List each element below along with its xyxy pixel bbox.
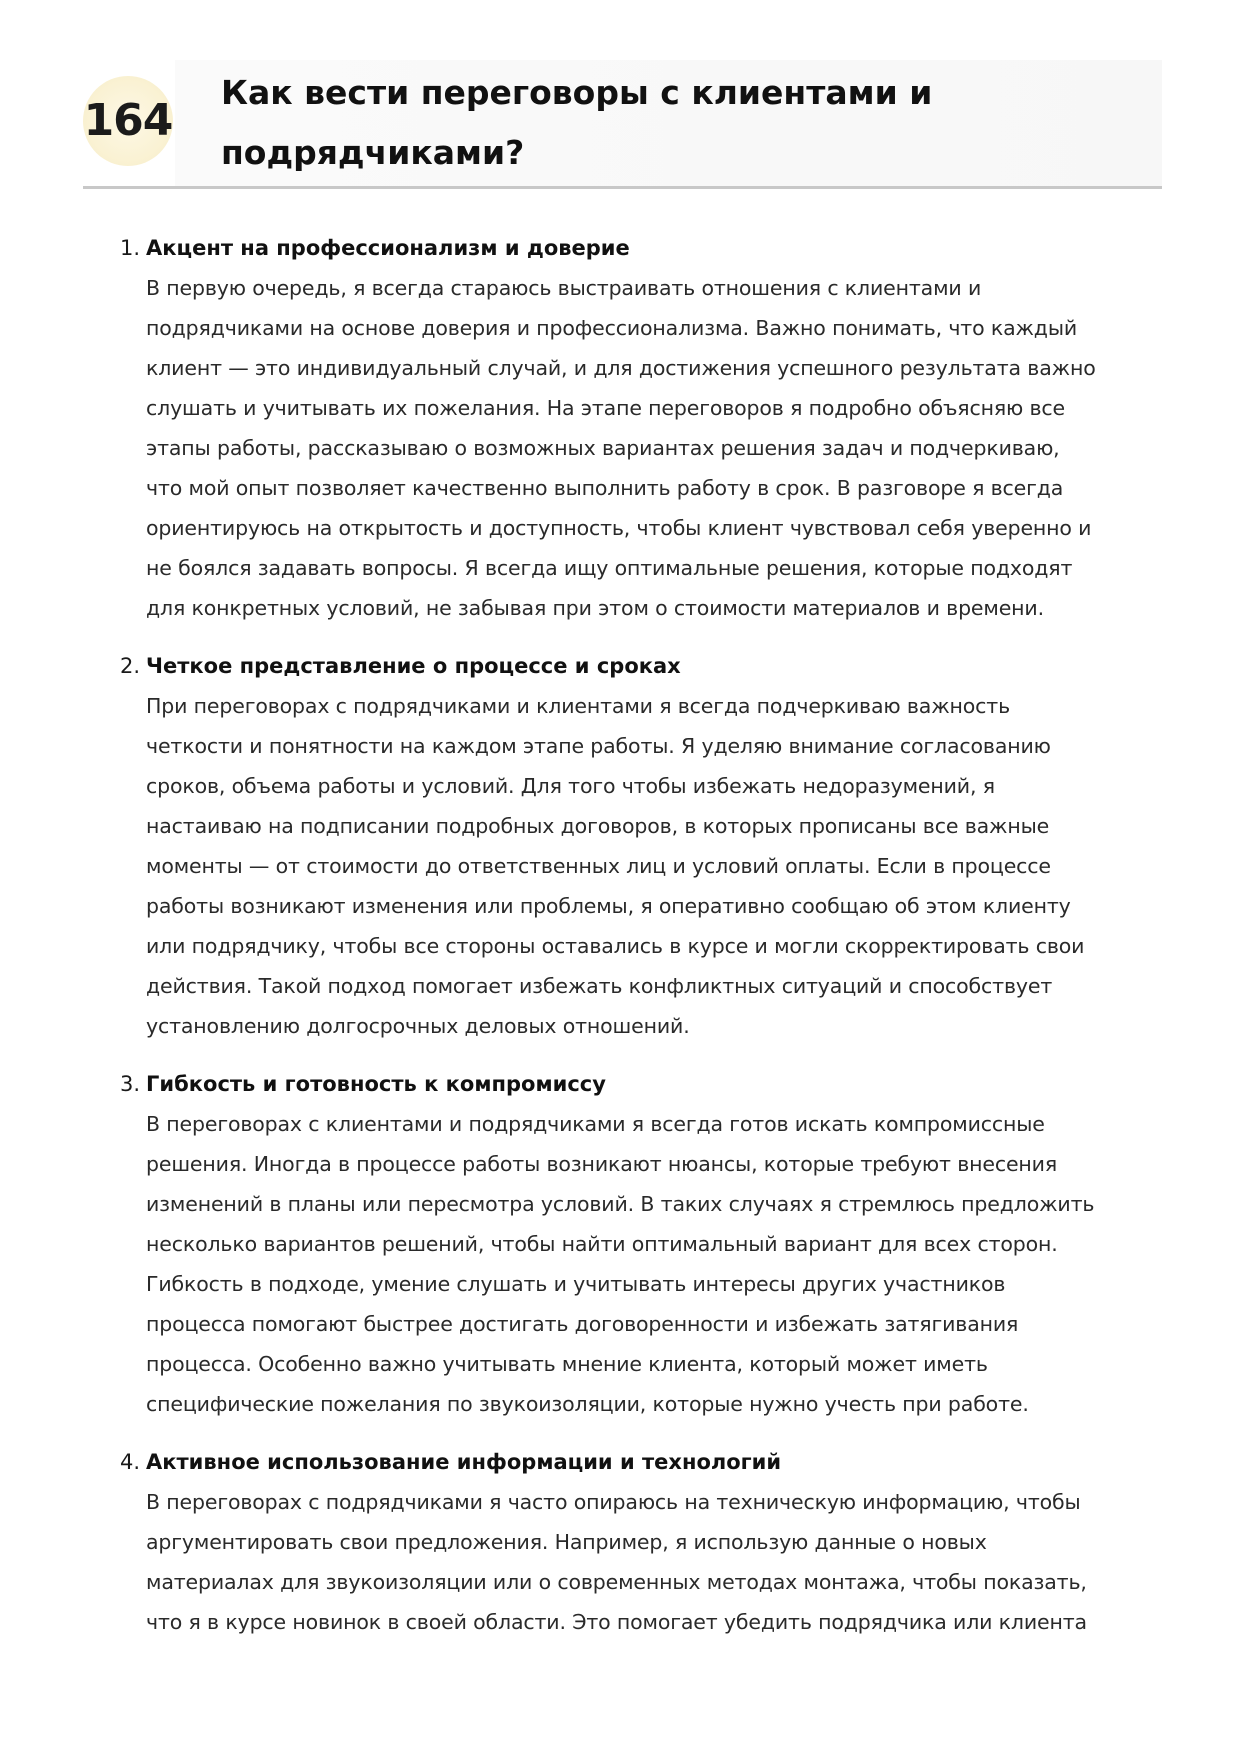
paragraph-line: ориентируюсь на открытость и доступность, чтобы клиент чувствовал себя уверенно и [146, 516, 1092, 540]
list-item-body [146, 228, 1172, 628]
list-item [112, 1442, 1172, 1642]
paragraph-line: материалах для звукоизоляции или о современных методах монтажа, чтобы показать, [146, 1570, 1087, 1594]
paragraph-line: процесса. Особенно важно учитывать мнение клиента, который может иметь [146, 1352, 988, 1376]
section-paragraph [146, 268, 1172, 628]
paragraph-line: для конкретных условий, не забывая при этом о стоимости материалов и времени. [146, 596, 1044, 620]
section-paragraph [146, 686, 1172, 1046]
header-divider [83, 186, 1162, 189]
list-item-body [146, 1442, 1172, 1642]
paragraph-line: подрядчиками на основе доверия и профессионализма. Важно понимать, что каждый [146, 316, 1078, 340]
paragraph-line: действия. Такой подход помогает избежать конфликтных ситуаций и способствует [146, 974, 1053, 998]
page-title [221, 60, 1151, 183]
section-paragraph [146, 1104, 1172, 1424]
paragraph-line: моменты — от стоимости до ответственных лиц и условий оплаты. Если в процессе [146, 854, 1051, 878]
paragraph-line: или подрядчику, чтобы все стороны оставались в курсе и могли скорректировать свои [146, 934, 1085, 958]
paragraph-line: сроков, объема работы и условий. Для того чтобы избежать недоразумений, я [146, 774, 995, 798]
paragraph-line: работы возникают изменения или проблемы, я оперативно сообщаю об этом клиенту [146, 894, 1071, 918]
list-item [112, 646, 1172, 1046]
paragraph-line: четкости и понятности на каждом этапе работы. Я уделяю внимание согласованию [146, 734, 1051, 758]
paragraph-line: несколько вариантов решений, чтобы найти оптимальный вариант для всех сторон. [146, 1232, 1058, 1256]
section-title: Четкое представление о процессе и сроках [146, 654, 681, 678]
article-body [112, 228, 1172, 1660]
paragraph-line: слушать и учитывать их пожелания. На этапе переговоров я подробно объясняю все [146, 396, 1066, 420]
section-paragraph [146, 1482, 1172, 1642]
paragraph-line: специфические пожелания по звукоизоляции, которые нужно учесть при работе. [146, 1392, 1029, 1416]
paragraph-line: установлению долгосрочных деловых отношений. [146, 1014, 690, 1038]
paragraph-line: При переговорах с подрядчиками и клиентами я всегда подчеркиваю важность [146, 694, 1011, 718]
paragraph-line: этапы работы, рассказываю о возможных вариантах решения задач и подчеркиваю, [146, 436, 1060, 460]
paragraph-line: что я в курсе новинок в своей области. Это помогает убедить подрядчика или клиента [146, 1610, 1087, 1634]
paragraph-line: решения. Иногда в процессе работы возникают нюансы, которые требуют внесения [146, 1152, 1058, 1176]
list-item-number: 1. [119, 236, 140, 260]
paragraph-line: Гибкость в подходе, умение слушать и учитывать интересы других участников [146, 1272, 1006, 1296]
paragraph-line: В переговорах с подрядчиками я часто опираюсь на техническую информацию, чтобы [146, 1490, 1081, 1514]
page-number-badge: 164 [83, 76, 173, 166]
page-title-line: Как вести переговоры с клиентами и [221, 73, 933, 112]
list-item-number: 4. [119, 1450, 140, 1474]
paragraph-line: изменений в планы или пересмотра условий. В таких случаях я стремлюсь предложить [146, 1192, 1095, 1216]
paragraph-line: процесса помогают быстрее достигать договоренности и избежать затягивания [146, 1312, 1019, 1336]
section-title: Акцент на профессионализм и доверие [146, 236, 630, 260]
paragraph-line: В первую очередь, я всегда стараюсь выстраивать отношения с клиентами и [146, 276, 982, 300]
list-item-body [146, 646, 1172, 1046]
page-header [83, 60, 1162, 188]
list-item [112, 1064, 1172, 1424]
page-title-line: подрядчиками? [221, 133, 525, 172]
section-title: Активное использование информации и технологий [146, 1450, 782, 1474]
list-item [112, 228, 1172, 628]
paragraph-line: настаиваю на подписании подробных договоров, в которых прописаны все важные [146, 814, 1050, 838]
list-item-body [146, 1064, 1172, 1424]
section-title: Гибкость и готовность к компромиссу [146, 1072, 606, 1096]
paragraph-line: клиент — это индивидуальный случай, и для достижения успешного результата важно [146, 356, 1096, 380]
list-item-number: 3. [119, 1072, 140, 1096]
paragraph-line: что мой опыт позволяет качественно выполнить работу в срок. В разговоре я всегда [146, 476, 1064, 500]
paragraph-line: не боялся задавать вопросы. Я всегда ищу оптимальные решения, которые подходят [146, 556, 1073, 580]
paragraph-line: В переговорах с клиентами и подрядчиками я всегда готов искать компромиссные [146, 1112, 1045, 1136]
list-item-number: 2. [119, 654, 140, 678]
paragraph-line: аргументировать свои предложения. Например, я использую данные о новых [146, 1530, 987, 1554]
